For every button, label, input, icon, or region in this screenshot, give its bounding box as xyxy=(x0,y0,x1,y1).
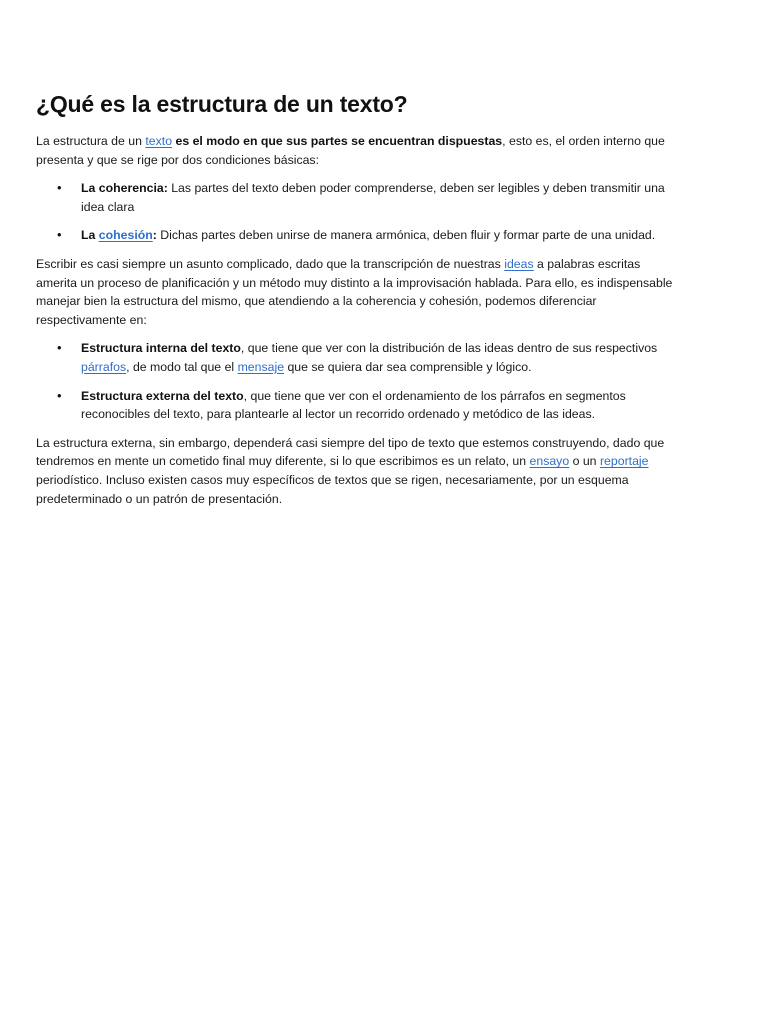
list-item-estructura-externa xyxy=(81,387,678,424)
link-texto[interactable]: texto xyxy=(145,134,173,148)
conditions-list xyxy=(36,179,678,245)
document-page xyxy=(36,0,678,508)
writing-text-start: Escribir es casi siempre un asunto complicado, dado que la transcripción de nuestras xyxy=(36,256,505,271)
list-item-cohesion xyxy=(81,226,678,245)
page-title: ¿Qué es la estructura de un texto? xyxy=(36,91,408,117)
coherencia-text: Las partes del texto deben poder comprenderse, deben ser legibles y deben transmitir una idea clara xyxy=(81,181,665,214)
estructura-interna-text-1: , que tiene que ver con la distribución de las ideas dentro de sus respectivos xyxy=(240,341,658,356)
intro-text-end: , esto es, el orden interno que presenta y que se rige por dos condiciones básicas: xyxy=(36,134,665,167)
estructura-interna-text-2: , de modo tal que el xyxy=(126,359,238,374)
writing-text-end: a palabras escritas amerita un proceso de planificación y un método muy distinto a la improvisación hablada. Para ello, es indispensable manejar bien la estructura del mismo, que atendiendo a la coherencia y cohesión, podemos diferenciar respectivamente en: xyxy=(36,256,673,327)
link-reportaje[interactable]: reportaje xyxy=(599,454,649,469)
estructura-externa-text: , que tiene que ver con el ordenamiento de los párrafos en segmentos reconocibles del texto, para plantearle al lector un recorrido ordenado y metódico de las ideas. xyxy=(81,388,626,422)
coherencia-label: La coherencia: xyxy=(81,181,168,196)
external-text-1: La estructura externa, sin embargo, dependerá casi siempre del tipo de texto que estemos construyendo, dado que tendremos en mente un cometido final muy diferente, si lo que escribimos es un relato, un xyxy=(36,435,665,469)
link-parrafos[interactable]: párrafos xyxy=(81,359,127,374)
cohesion-label-suffix: : xyxy=(152,228,157,243)
cohesion-text: Dichas partes deben unirse de manera armónica, deben fluir y formar parte de una unidad. xyxy=(156,228,656,243)
external-structure-paragraph xyxy=(36,434,678,508)
intro-paragraph xyxy=(36,132,678,169)
estructura-externa-label: Estructura externa del texto xyxy=(81,388,244,403)
link-ideas[interactable]: ideas xyxy=(504,256,534,271)
intro-bold-definition: es el modo en que sus partes se encuentran dispuestas xyxy=(175,134,503,148)
intro-text-start: La estructura de un xyxy=(36,134,146,148)
structures-list xyxy=(36,339,678,423)
external-text-3: periodístico. Incluso existen casos muy específicos de textos que se rigen, necesariamente, por un esquema predeterminado o un patrón de presentación. xyxy=(36,472,629,506)
external-text-2: o un xyxy=(569,454,600,469)
cohesion-label-prefix: La xyxy=(81,228,99,243)
writing-paragraph xyxy=(36,255,678,329)
estructura-interna-text-3: que se quiera dar sea comprensible y lógico. xyxy=(284,359,532,374)
list-item-coherencia xyxy=(81,179,678,216)
link-mensaje[interactable]: mensaje xyxy=(237,359,285,374)
estructura-interna-label: Estructura interna del texto xyxy=(81,341,241,356)
link-cohesion[interactable]: cohesión xyxy=(98,228,153,243)
list-item-estructura-interna xyxy=(81,339,678,376)
link-ensayo[interactable]: ensayo xyxy=(529,454,570,469)
